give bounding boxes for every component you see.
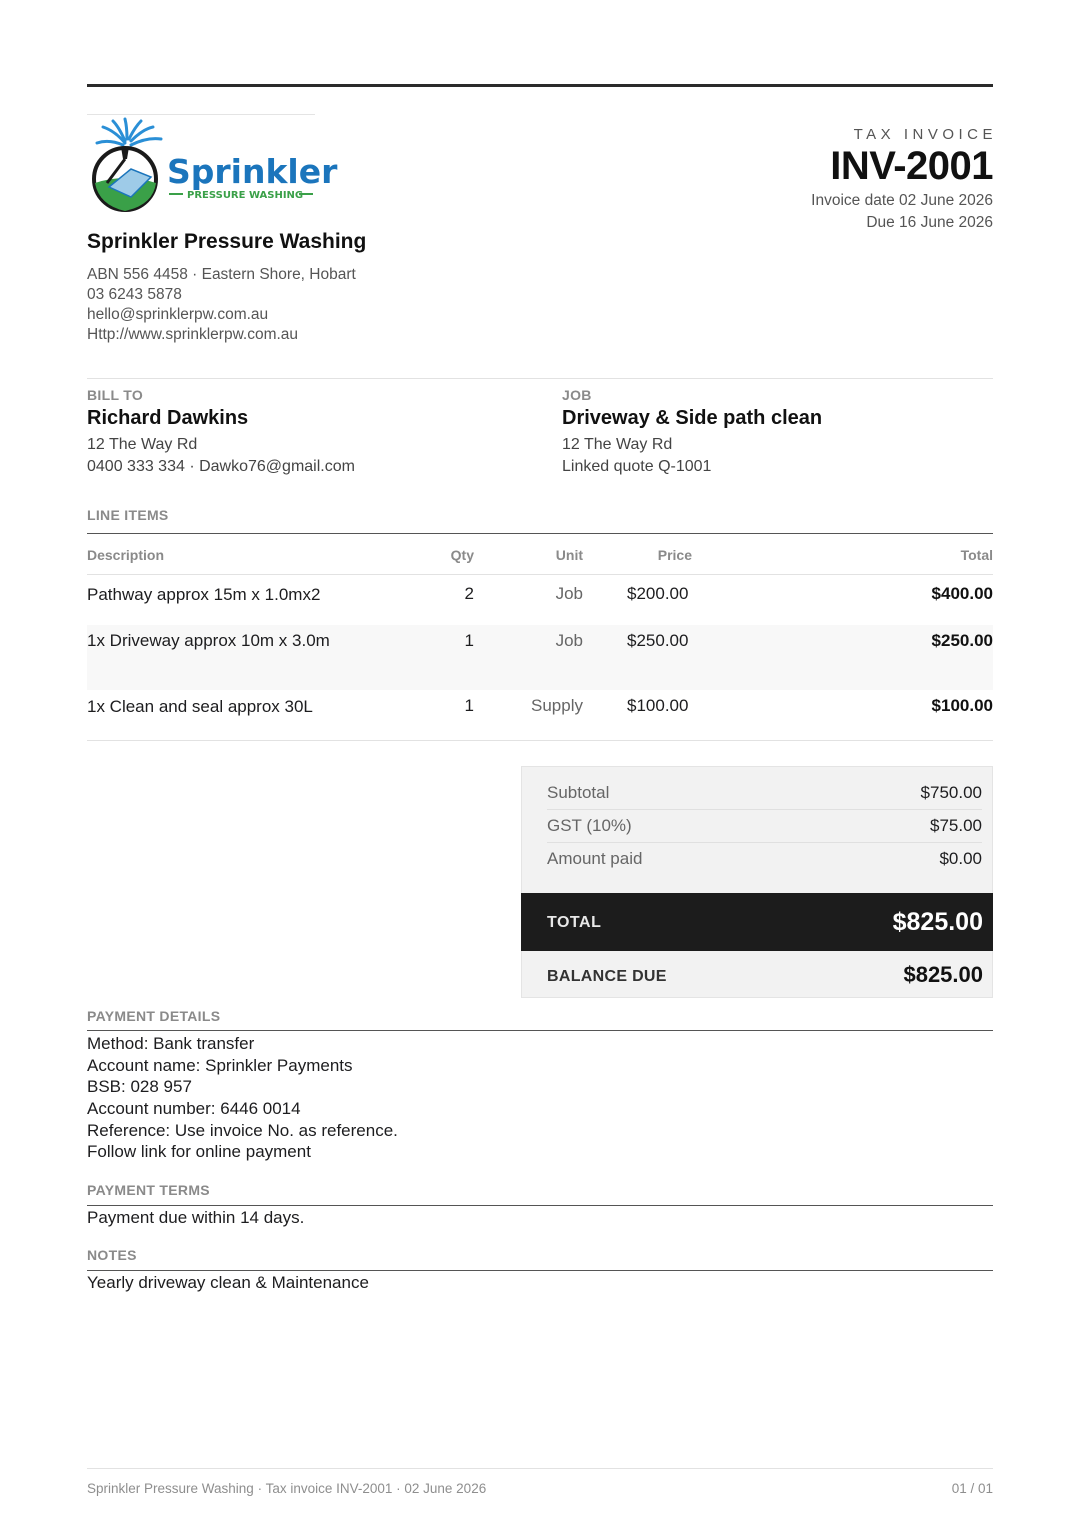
- line-items-label: LINE ITEMS: [87, 507, 169, 523]
- company-email[interactable]: hello@sprinklerpw.com.au: [87, 306, 269, 323]
- payment-terms-text: Payment due within 14 days.: [87, 1208, 305, 1227]
- item-description: 1x Clean and seal approx 30L: [87, 697, 313, 716]
- payment-terms-label: PAYMENT TERMS: [87, 1182, 210, 1198]
- gst-value: $75.00: [930, 816, 982, 835]
- payment-details-rule: [87, 1030, 993, 1031]
- total-bar: [521, 893, 993, 951]
- notes-text: Yearly driveway clean & Maintenance: [87, 1273, 369, 1292]
- online-payment-link[interactable]: Follow link for online payment: [87, 1142, 311, 1161]
- payment-details-label: PAYMENT DETAILS: [87, 1008, 221, 1024]
- col-header-description: Description: [87, 547, 165, 563]
- invoice-date: Invoice date 02 June 2026: [811, 192, 993, 209]
- company-website[interactable]: Http://www.sprinklerpw.com.au: [87, 326, 299, 343]
- item-price: $200.00: [627, 584, 689, 603]
- item-price: $250.00: [627, 631, 689, 650]
- item-total: $400.00: [931, 584, 993, 603]
- job-address: 12 The Way Rd: [562, 436, 673, 453]
- account-name: Account name: Sprinkler Payments: [87, 1056, 353, 1075]
- amount-paid-label: Amount paid: [547, 849, 643, 868]
- divider: [547, 809, 982, 810]
- item-unit: Job: [555, 631, 583, 650]
- job-name: Driveway & Side path clean: [562, 407, 823, 429]
- footer-text: Sprinkler Pressure Washing · Tax invoice INV-2001 · 02 June 2026: [87, 1481, 487, 1496]
- amount-paid-value: $0.00: [939, 849, 982, 868]
- page-number: 01 / 01: [951, 1481, 993, 1496]
- item-qty: 2: [464, 584, 474, 603]
- subtotal-value: $750.00: [920, 783, 982, 802]
- payment-method: Method: Bank transfer: [87, 1034, 255, 1053]
- item-description: 1x Driveway approx 10m x 3.0m: [87, 631, 330, 650]
- item-total: $100.00: [931, 696, 993, 715]
- table-row: [87, 690, 993, 740]
- invoice-type-label: TAX INVOICE: [853, 126, 997, 143]
- item-price: $100.00: [627, 696, 689, 715]
- total-label: TOTAL: [547, 914, 602, 931]
- logo-sprinkler-icon: [87, 117, 338, 217]
- customer-contact: 0400 333 334 · Dawko76@gmail.com: [87, 458, 355, 475]
- payment-terms-rule: [87, 1205, 993, 1206]
- col-header-unit: Unit: [555, 547, 583, 563]
- account-number: Account number: 6446 0014: [87, 1099, 301, 1118]
- item-unit: Supply: [531, 696, 583, 715]
- col-header-total: Total: [960, 547, 993, 563]
- table-row: [87, 575, 993, 625]
- job-label: JOB: [562, 387, 592, 403]
- bill-to-label: BILL TO: [87, 387, 144, 403]
- col-header-qty: Qty: [450, 547, 474, 563]
- divider: [87, 378, 993, 379]
- gst-label: GST (10%): [547, 816, 632, 835]
- item-unit: Job: [555, 584, 583, 603]
- item-total: $250.00: [931, 631, 993, 650]
- company-logo: [87, 114, 338, 218]
- table-row: [87, 625, 993, 690]
- logo-tagline: PRESSURE WASHING: [187, 190, 304, 201]
- item-qty: 1: [464, 631, 474, 650]
- invoice-number: INV-2001: [830, 144, 993, 188]
- logo-word: Sprinkler: [167, 152, 338, 191]
- balance-due-label: BALANCE DUE: [547, 968, 667, 985]
- col-header-price: Price: [657, 547, 692, 563]
- item-qty: 1: [464, 696, 474, 715]
- payment-reference: Reference: Use invoice No. as reference.: [87, 1121, 398, 1140]
- company-phone: 03 6243 5878: [87, 286, 182, 303]
- company-name: Sprinkler Pressure Washing: [87, 230, 367, 253]
- total-value: $825.00: [892, 908, 983, 936]
- bsb: BSB: 028 957: [87, 1077, 192, 1096]
- top-rule: [87, 84, 993, 87]
- balance-due-value: $825.00: [903, 962, 983, 987]
- table-bottom-rule: [87, 740, 993, 741]
- item-description: Pathway approx 15m x 1.0mx2: [87, 585, 321, 604]
- line-items-rule: [87, 533, 993, 534]
- customer-address: 12 The Way Rd: [87, 436, 198, 453]
- notes-rule: [87, 1270, 993, 1271]
- divider: [547, 842, 982, 843]
- customer-name: Richard Dawkins: [87, 407, 249, 429]
- company-abn: ABN 556 4458 · Eastern Shore, Hobart: [87, 266, 356, 283]
- footer-rule: [87, 1468, 993, 1469]
- invoice-due-date: Due 16 June 2026: [866, 214, 993, 231]
- notes-label: NOTES: [87, 1247, 137, 1263]
- subtotal-label: Subtotal: [547, 783, 610, 802]
- linked-quote: Linked quote Q-1001: [562, 458, 712, 475]
